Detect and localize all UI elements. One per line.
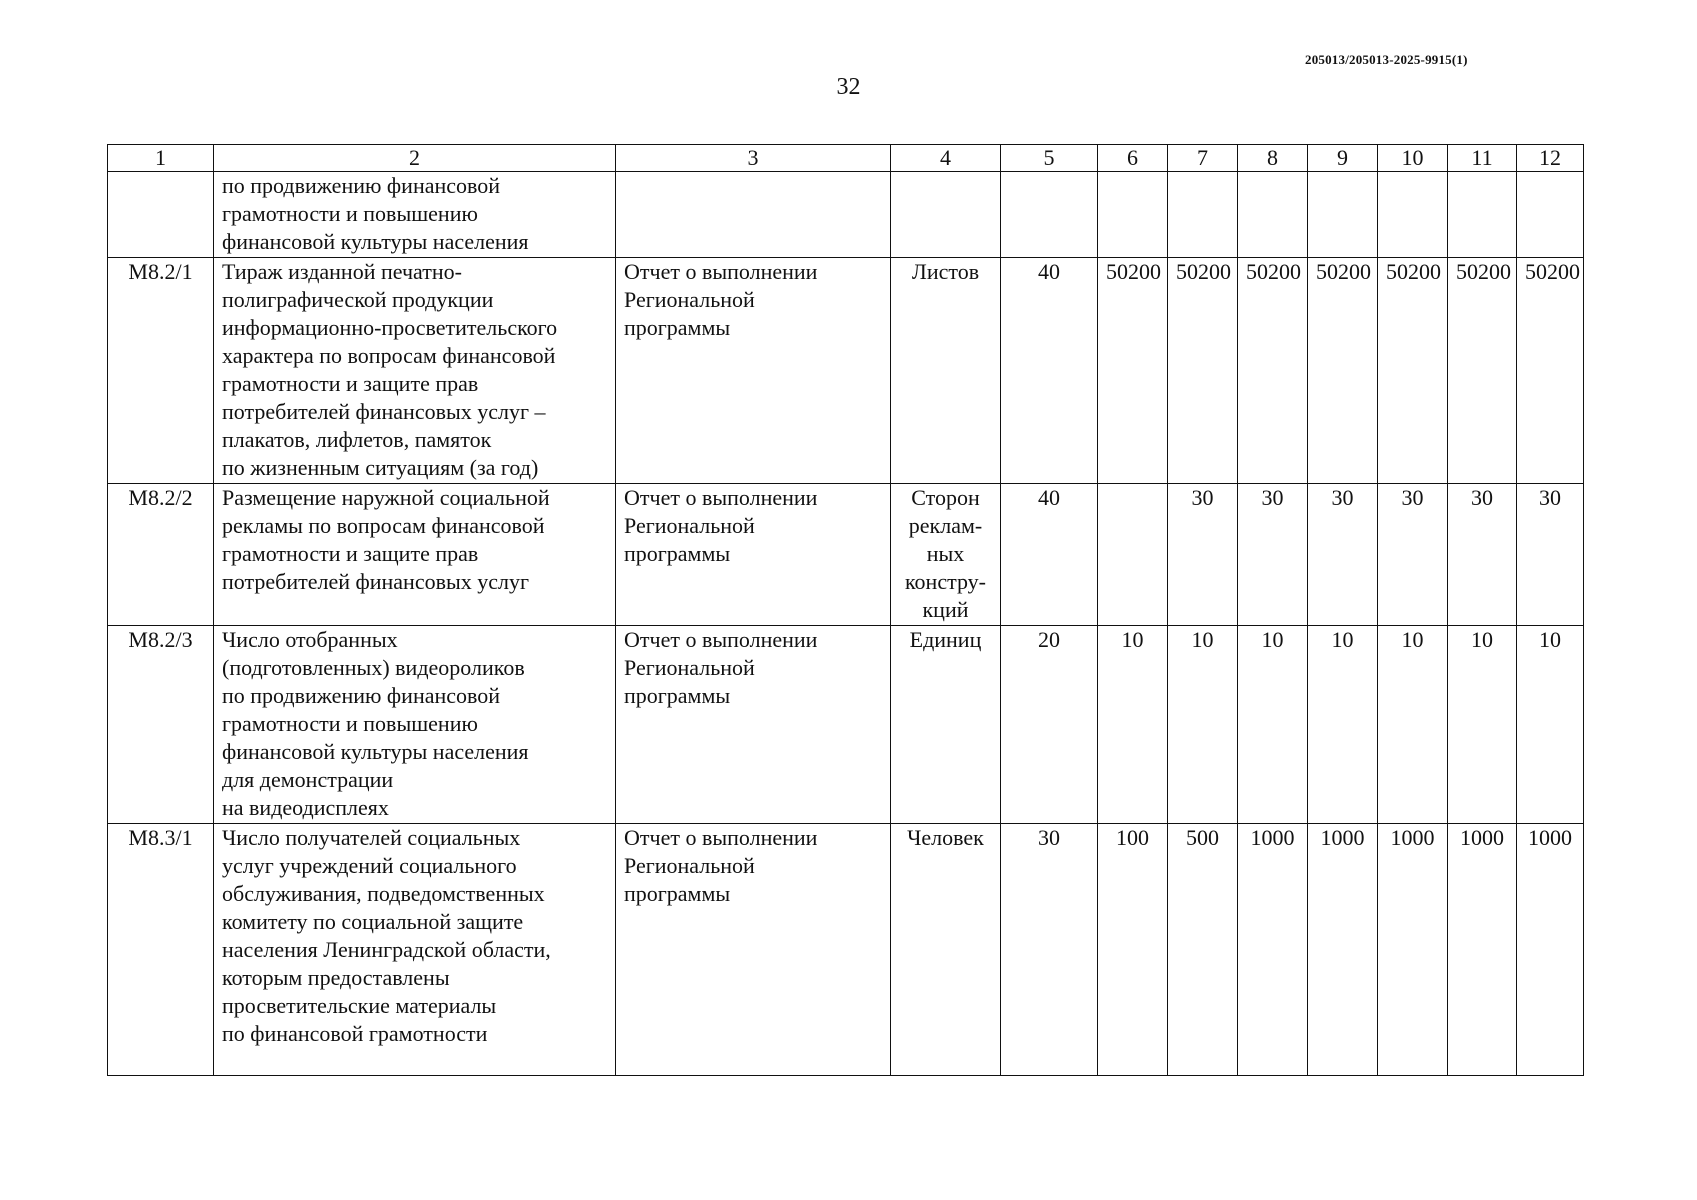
indicator-name: Число отобранных (подготовленных) видеороликов по продвижению финансовой грамотности и повышению финансовой культуры населения для демонстрации на видеодисплеях: [214, 626, 616, 824]
target-value: [1378, 172, 1448, 258]
unit-of-measure: [891, 172, 1001, 258]
column-header: 6: [1098, 145, 1168, 172]
target-value: 30: [1378, 484, 1448, 626]
target-value: 10: [1168, 626, 1238, 824]
data-source: Отчет о выполнении Региональной программы: [616, 484, 891, 626]
indicators-table: [107, 144, 1584, 1076]
column-header: 7: [1168, 145, 1238, 172]
table-row: [108, 258, 1584, 484]
target-value: 1000: [1308, 824, 1378, 1076]
indicator-name: Тираж изданной печатно- полиграфической продукции информационно-просветительского характера по вопросам финансовой грамотности и защите прав потребителей финансовых услуг – плакатов, лифлетов, памяток по жизненным ситуациям (за год): [214, 258, 616, 484]
unit-of-measure: Человек: [891, 824, 1001, 1076]
target-value: [1308, 172, 1378, 258]
indicator-code: [108, 172, 214, 258]
target-value: 30: [1168, 484, 1238, 626]
target-value: 30: [1308, 484, 1378, 626]
table-body: [108, 172, 1584, 1076]
target-value: 10: [1098, 626, 1168, 824]
target-value: 50200: [1378, 258, 1448, 484]
weight-value: [1001, 172, 1098, 258]
target-value: 100: [1098, 824, 1168, 1076]
target-value: 10: [1308, 626, 1378, 824]
target-value: 50200: [1168, 258, 1238, 484]
weight-value: 30: [1001, 824, 1098, 1076]
target-value: [1448, 172, 1517, 258]
page-number: 32: [836, 74, 861, 100]
indicator-code: М8.2/2: [108, 484, 214, 626]
target-value: 1000: [1378, 824, 1448, 1076]
indicator-name: Число получателей социальных услуг учреждений социального обслуживания, подведомственных комитету по социальной защите населения Ленинградской области, которым предоставлены просветительские материалы по финансовой грамотности: [214, 824, 616, 1076]
data-source: Отчет о выполнении Региональной программы: [616, 258, 891, 484]
column-header: 4: [891, 145, 1001, 172]
document-id: 205013/205013-2025-9915(1): [1305, 52, 1468, 67]
target-value: 10: [1517, 626, 1584, 824]
table-row: [108, 172, 1584, 258]
table-row: [108, 626, 1584, 824]
table-row: [108, 824, 1584, 1076]
column-header: 8: [1238, 145, 1308, 172]
target-value: 30: [1517, 484, 1584, 626]
target-value: [1238, 172, 1308, 258]
column-header: 10: [1378, 145, 1448, 172]
unit-of-measure: Единиц: [891, 626, 1001, 824]
target-value: 50200: [1448, 258, 1517, 484]
target-value: [1098, 172, 1168, 258]
indicator-name: по продвижению финансовой грамотности и повышению финансовой культуры населения: [214, 172, 616, 258]
data-source: Отчет о выполнении Региональной программы: [616, 824, 891, 1076]
target-value: 10: [1378, 626, 1448, 824]
column-header: 3: [616, 145, 891, 172]
header-row: [108, 145, 1584, 172]
column-header: 5: [1001, 145, 1098, 172]
target-value: 10: [1448, 626, 1517, 824]
target-value: 50200: [1308, 258, 1378, 484]
target-value: 500: [1168, 824, 1238, 1076]
target-value: 50200: [1517, 258, 1584, 484]
unit-of-measure: Сторон реклам- ных констру- кций: [891, 484, 1001, 626]
target-value: 1000: [1238, 824, 1308, 1076]
column-header: 1: [108, 145, 214, 172]
data-source: [616, 172, 891, 258]
column-header: 9: [1308, 145, 1378, 172]
weight-value: 40: [1001, 484, 1098, 626]
column-header: 12: [1517, 145, 1584, 172]
table-row: [108, 484, 1584, 626]
indicator-name: Размещение наружной социальной рекламы по вопросам финансовой грамотности и защите прав потребителей финансовых услуг: [214, 484, 616, 626]
data-source: Отчет о выполнении Региональной программы: [616, 626, 891, 824]
target-value: [1098, 484, 1168, 626]
weight-value: 40: [1001, 258, 1098, 484]
weight-value: 20: [1001, 626, 1098, 824]
indicator-code: М8.3/1: [108, 824, 214, 1076]
unit-of-measure: Листов: [891, 258, 1001, 484]
indicator-code: М8.2/3: [108, 626, 214, 824]
target-value: 1000: [1448, 824, 1517, 1076]
target-value: 1000: [1517, 824, 1584, 1076]
target-value: 50200: [1238, 258, 1308, 484]
target-value: 30: [1238, 484, 1308, 626]
indicator-code: М8.2/1: [108, 258, 214, 484]
table-header: [108, 145, 1584, 172]
column-header: 11: [1448, 145, 1517, 172]
target-value: 10: [1238, 626, 1308, 824]
target-value: 30: [1448, 484, 1517, 626]
target-value: 50200: [1098, 258, 1168, 484]
target-value: [1517, 172, 1584, 258]
column-header: 2: [214, 145, 616, 172]
target-value: [1168, 172, 1238, 258]
